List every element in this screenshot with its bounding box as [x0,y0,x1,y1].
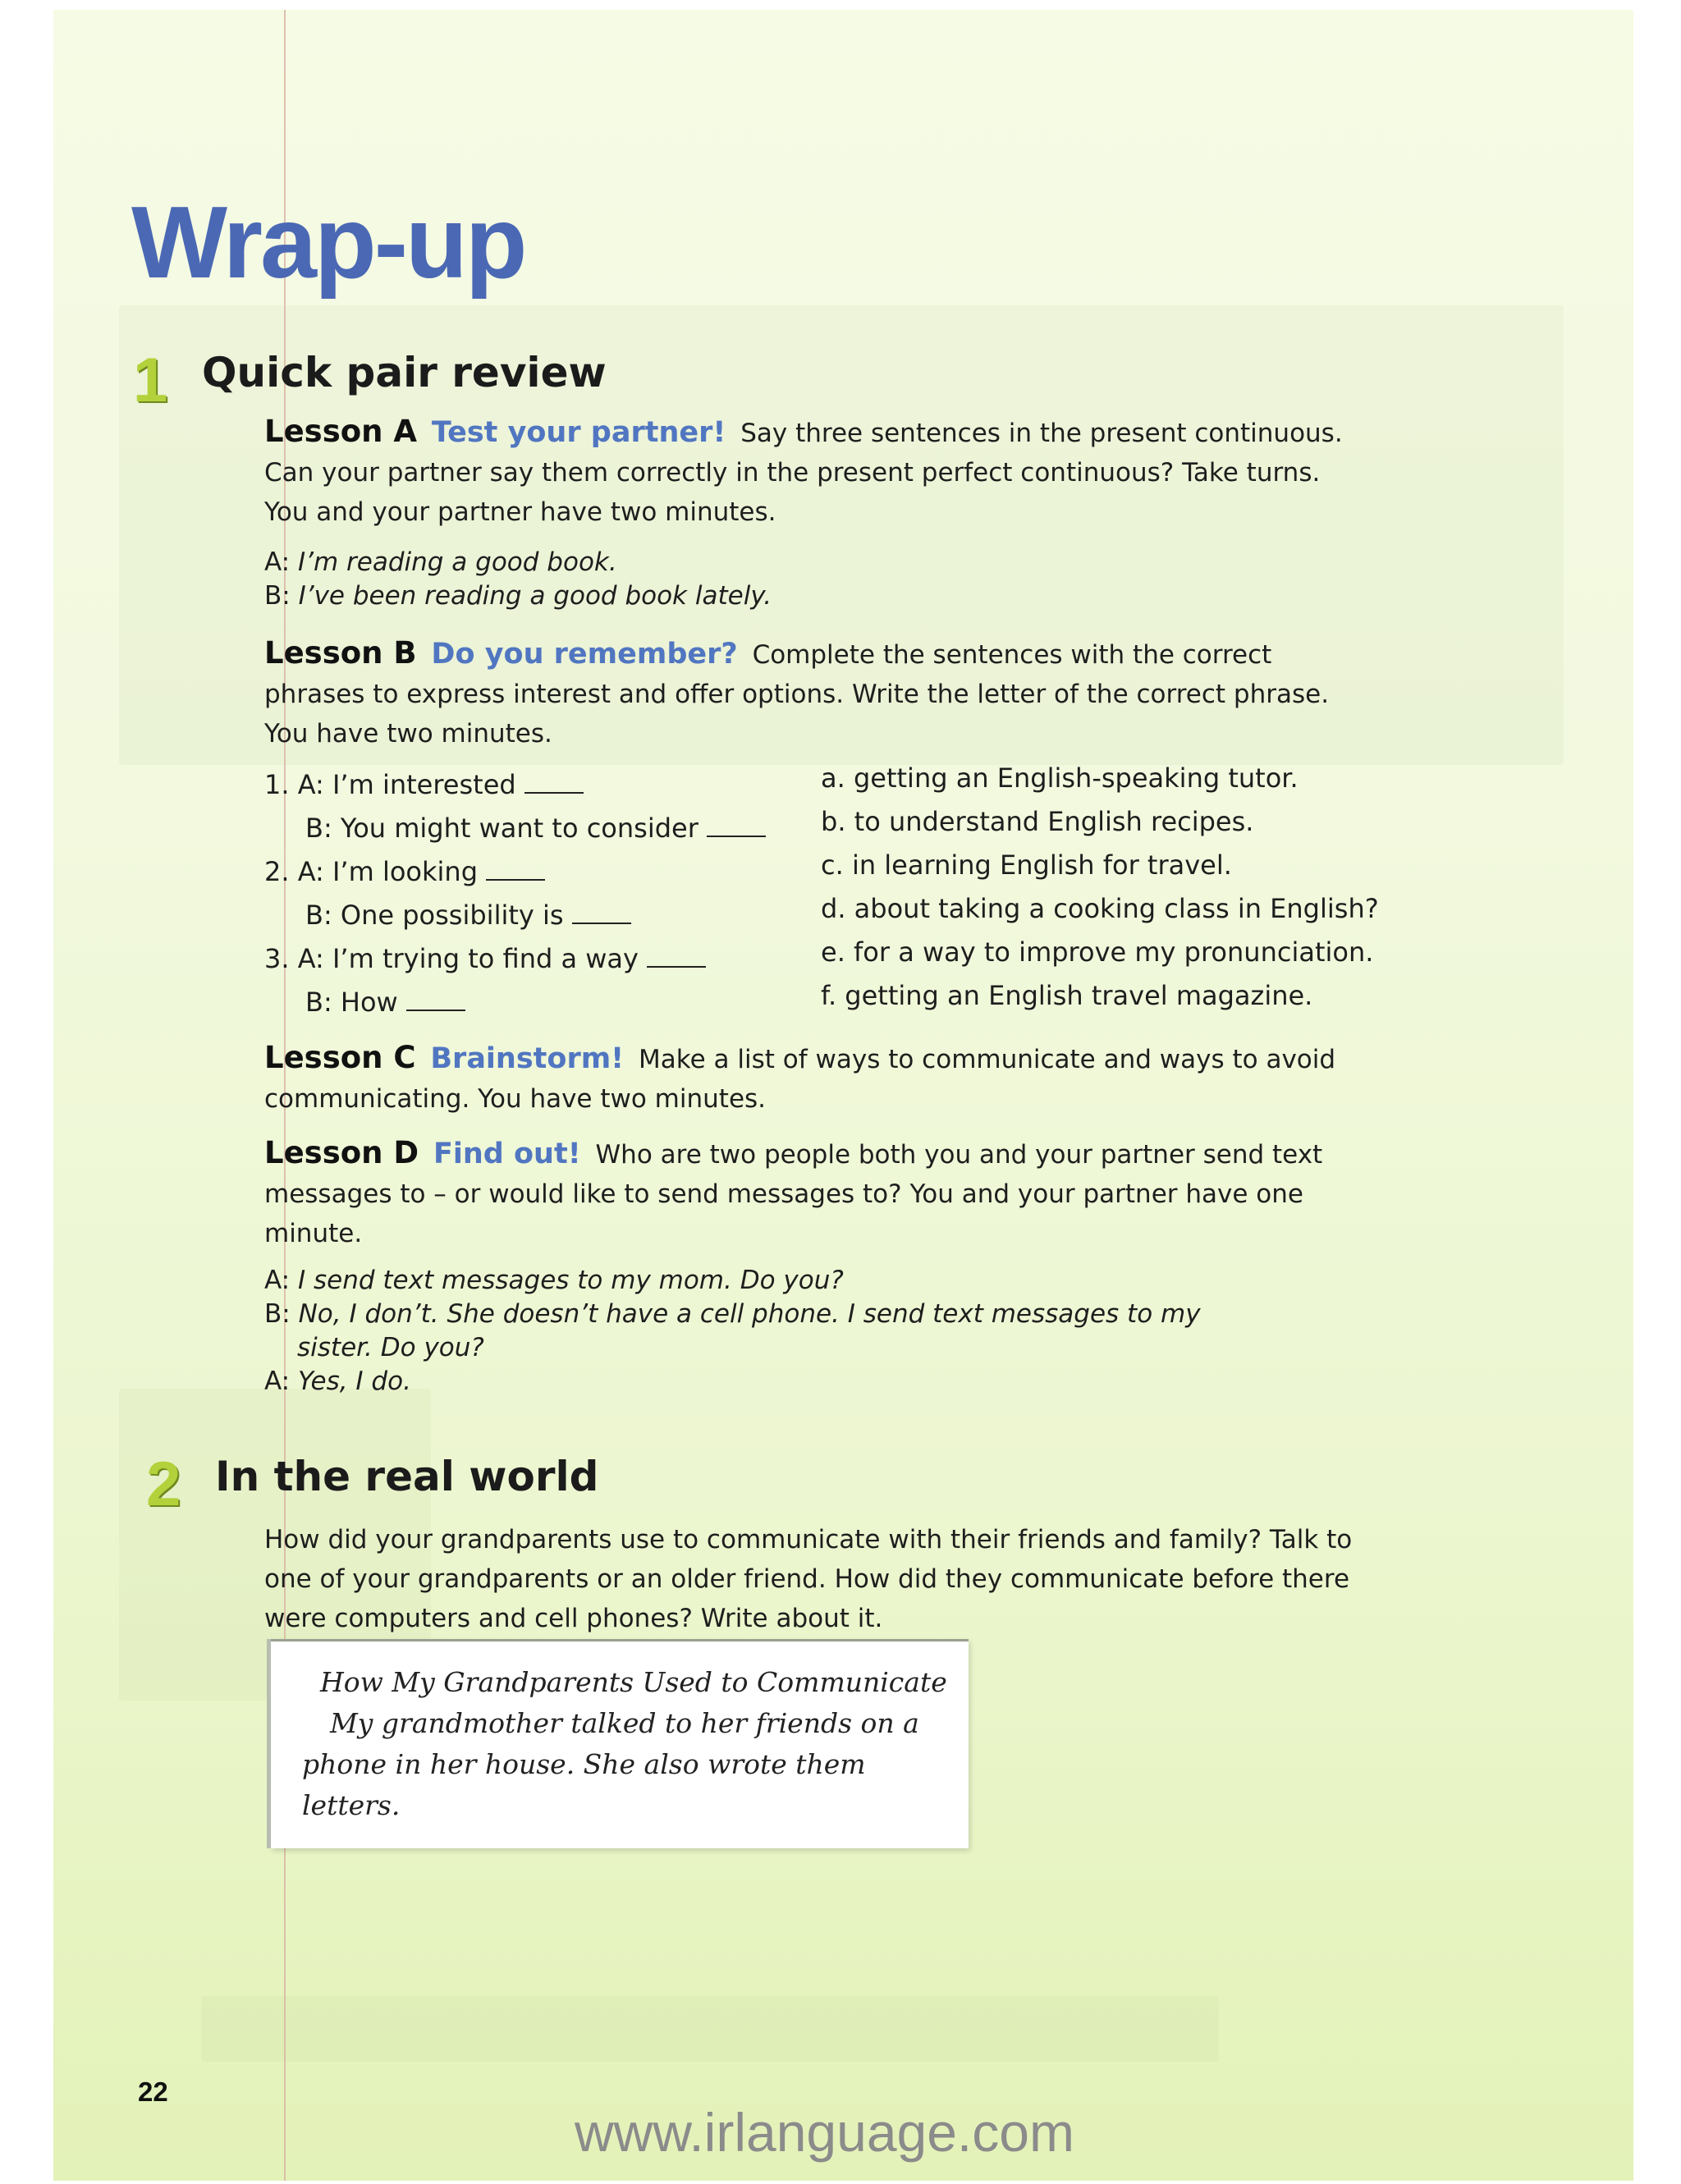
note-title: How My Grandparents Used to Communicate [320,1666,947,1698]
dialog [264,546,1331,613]
lesson-label: Lesson B [264,635,417,671]
lesson-instructions: Who are two people both you and your partner send text messages to – or would like to send messages to? You and your partner have one minute. [264,1140,1323,1248]
exercise-item [264,941,706,975]
dialog-line [264,1298,1249,1365]
section-number: 2 [146,1449,181,1519]
dialog-line [264,579,1331,613]
answer-option [821,762,1299,794]
option-letter: d. [821,893,846,924]
option-letter: f. [821,980,837,1011]
speaker-label: B: [305,987,332,1018]
answer-blank[interactable] [406,985,465,1011]
option-text: for a way to improve my pronunciation. [854,936,1374,968]
writing-sample-card [271,1639,969,1848]
exercise-item [305,985,465,1019]
option-letter: c. [821,849,844,881]
note-line: phone in her house. She also wrote them [302,1748,866,1780]
dialog-line [264,1365,1249,1399]
speaker-label: B: [305,813,332,844]
lesson-task: Find out! [433,1138,581,1170]
lesson-label: Lesson C [264,1040,416,1075]
section-title: In the real world [215,1453,599,1500]
option-text: in learning English for travel. [851,849,1232,881]
watermark: www.irlanguage.com [575,2102,1074,2163]
option-text: getting an English travel magazine. [845,980,1313,1011]
lesson-task: Brainstorm! [430,1042,625,1075]
dialog-text: Yes, I do. [297,1367,411,1396]
speaker-label: A: [264,1266,291,1295]
answer-blank[interactable] [572,898,631,924]
answer-option [821,849,1232,881]
answer-blank[interactable] [486,854,545,881]
option-text: to understand English recipes. [854,806,1254,837]
section-number: 1 [133,346,168,415]
section-title: Quick pair review [202,349,607,396]
answer-option [821,892,1379,925]
answer-blank[interactable] [707,811,766,837]
answer-option [821,805,1253,838]
exercise-item [264,854,545,888]
option-text: about taking a cooking class in English? [854,893,1379,924]
option-letter: a. [821,762,845,794]
speaker-label: A: [297,769,324,800]
item-text: I’m interested [332,769,516,800]
note-line: letters. [302,1789,401,1821]
item-text: I’m looking [332,856,478,887]
item-text: You might want to consider [340,813,699,844]
show-through-block [201,1996,1219,2062]
page-title: Wrap-up [131,186,525,300]
item-text: How [340,987,398,1018]
dialog-text: I’m reading a good book. [297,547,617,577]
option-text: getting an English-speaking tutor. [853,762,1299,794]
lesson-label: Lesson D [264,1135,419,1170]
lesson-label: Lesson A [264,414,417,449]
lesson-d [264,1133,1356,1253]
item-number: 3. [264,943,290,974]
lesson-c [264,1038,1356,1119]
item-text: I’m trying to find a way [332,943,639,974]
exercise-item [264,767,584,801]
dialog-text: I send text messages to my mom. Do you? [297,1266,844,1295]
speaker-label: B: [264,581,291,611]
note-line: My grandmother talked to her friends on a [330,1707,919,1739]
answer-option [821,936,1373,968]
speaker-label: A: [264,1367,291,1396]
option-letter: b. [821,806,846,837]
answer-option [821,979,1312,1012]
speaker-label: B: [264,1299,291,1329]
option-letter: e. [821,936,845,968]
item-number: 2. [264,856,290,887]
page-number: 22 [138,2076,168,2107]
speaker-label: B: [305,900,332,931]
lesson-task: Test your partner! [431,416,726,449]
lesson-b [264,634,1356,753]
dialog-line [264,1264,1249,1298]
lesson-instructions: Make a list of ways to communicate and ways to avoid communicating. You have two minutes. [264,1045,1336,1114]
lesson-instructions: Complete the sentences with the correct phrases to express interest and offer options. Write the letter of the correct phrase. You have two minutes. [264,640,1330,749]
lesson-a [264,412,1356,532]
speaker-label: A: [297,856,324,887]
exercise-item [305,898,631,932]
item-number: 1. [264,769,290,800]
lesson-instructions: Say three sentences in the present continuous. Can your partner say them correctly in the present perfect continuous? Take turns. You and your partner have two minutes. [264,419,1343,527]
dialog [264,1264,1249,1399]
item-text: One possibility is [340,900,564,931]
dialog-line [264,546,1331,579]
dialog-text: No, I don’t. She doesn’t have a cell phone. I send text messages to my sister. Do you? [297,1299,1201,1362]
lesson-task: Do you remember? [431,638,738,671]
dialog-text: I’ve been reading a good book lately. [298,581,772,611]
answer-blank[interactable] [647,941,706,968]
exercise-item [305,811,766,845]
section-instructions: How did your grandparents use to communicate with their friends and family? Talk to one of your grandparents or an older friend. How did they communicate before there were computers and cell phones? Write about it. [264,1525,1353,1633]
speaker-label: A: [297,943,324,974]
speaker-label: A: [264,547,291,577]
answer-blank[interactable] [524,767,584,794]
